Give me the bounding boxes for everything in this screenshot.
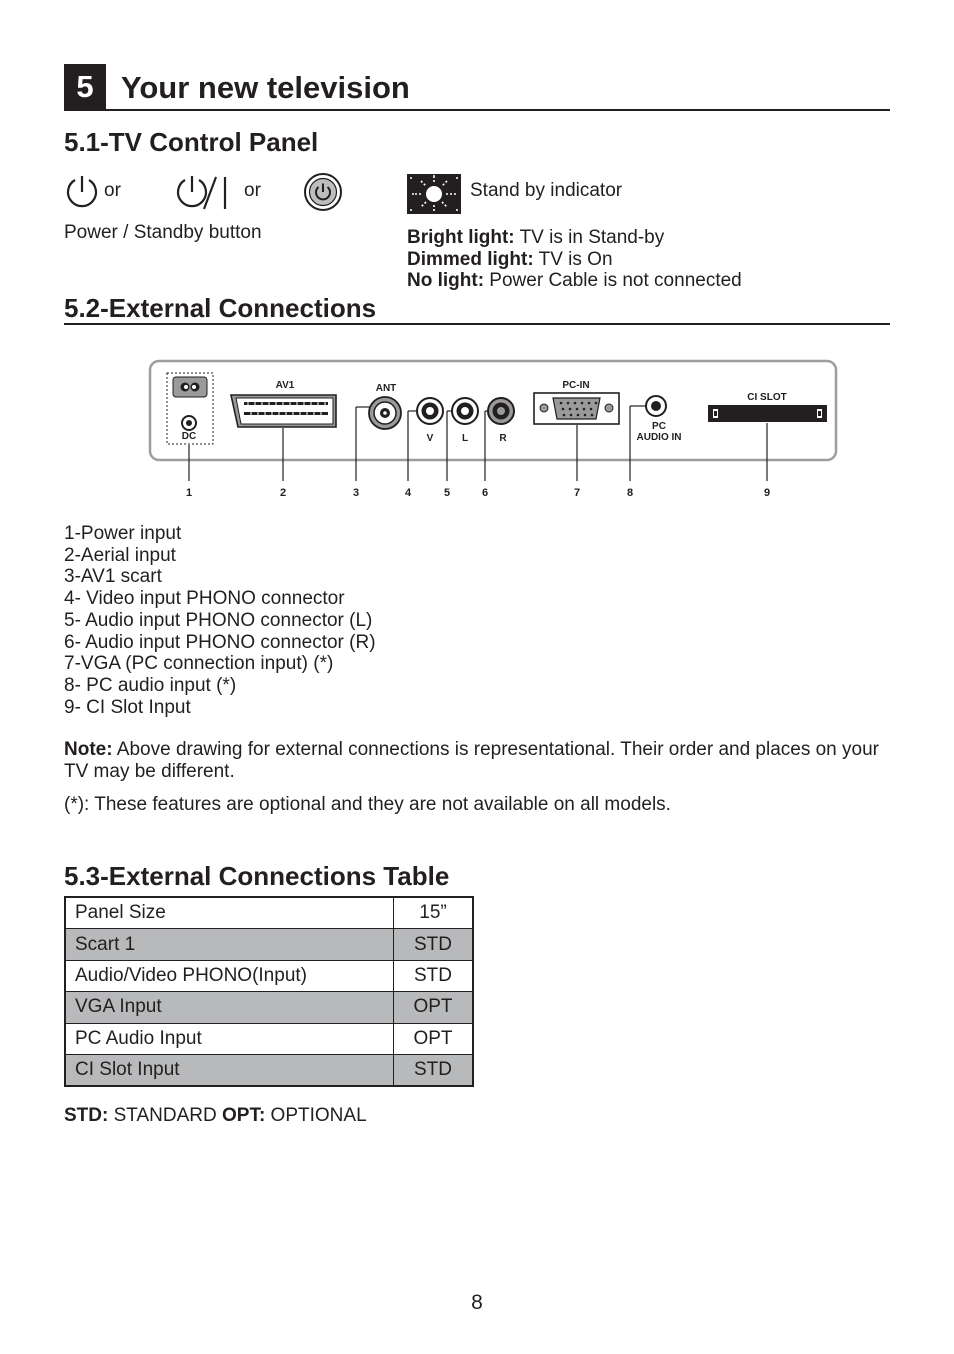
table-cell-name: Panel Size [65, 897, 394, 929]
table-cell-value: STD [394, 929, 474, 960]
connection-list [64, 523, 376, 718]
optional-note: (*): These features are optional and they are not available on all models. [64, 794, 671, 815]
state-text: TV is in Stand-by [514, 227, 665, 248]
legend-opt-text: OPTIONAL [265, 1105, 367, 1126]
video-phono-connector [417, 398, 443, 424]
chapter-title: Your new television [121, 70, 410, 105]
table-row [65, 929, 473, 960]
list-item: 6- Audio input PHONO connector (R) [64, 631, 376, 653]
chapter-rule [64, 109, 890, 111]
table-cell-value: STD [394, 960, 474, 991]
table-row [65, 1054, 473, 1086]
pc-audio-jack [646, 396, 666, 416]
connections-table [64, 896, 474, 1087]
connections-table-heading: 5.3-External Connections Table [64, 861, 450, 891]
pc-label: PC [652, 421, 666, 432]
section-rule [64, 323, 890, 325]
callout-number: 3 [352, 487, 360, 499]
table-legend [64, 1105, 367, 1127]
list-item: 3-AV1 scart [64, 566, 162, 588]
control-panel-heading: 5.1-TV Control Panel [64, 127, 319, 157]
standby-indicator-label: Stand by indicator [470, 180, 623, 201]
or-text: or [244, 180, 261, 201]
note-label: Note: [64, 739, 113, 760]
legend-std-text: STANDARD [108, 1105, 222, 1126]
connections-diagram [140, 355, 850, 505]
callout-number: 6 [481, 487, 489, 499]
pcin-label: PC-IN [562, 380, 590, 391]
state-text: Power Cable is not connected [484, 270, 742, 291]
table-cell-name: CI Slot Input [65, 1054, 394, 1086]
power-icon [64, 174, 100, 212]
list-item: 1-Power input [64, 523, 182, 544]
dc-label: DC [181, 431, 197, 442]
list-item: 7-VGA (PC connection input) (*) [64, 653, 334, 675]
table-cell-name: VGA Input [65, 992, 394, 1023]
v-label: V [426, 433, 434, 444]
l-label: L [461, 433, 469, 444]
table-row [65, 1023, 473, 1054]
legend-opt-label: OPT: [222, 1105, 266, 1126]
callout-number: 2 [279, 487, 287, 499]
ci-slot-label: CI SLOT [747, 392, 787, 403]
power-standby-icon [174, 173, 230, 213]
list-item: 8- PC audio input (*) [64, 674, 237, 696]
indicator-state [407, 227, 664, 249]
page-number: 8 [471, 1291, 483, 1314]
standby-light-icon [407, 174, 461, 214]
state-label: Dimmed light: [407, 249, 534, 270]
callout-number: 4 [404, 487, 412, 499]
table-cell-value: STD [394, 1054, 474, 1086]
indicator-state [407, 249, 613, 271]
callout-number: 9 [763, 487, 771, 499]
table-cell-value: 15” [394, 897, 474, 929]
table-row [65, 897, 473, 929]
av1-label: AV1 [275, 380, 295, 391]
table-cell-name: Audio/Video PHONO(Input) [65, 960, 394, 991]
table-cell-name: PC Audio Input [65, 1023, 394, 1054]
audio-l-phono-connector [452, 398, 478, 424]
list-item: 2-Aerial input [64, 544, 176, 566]
ant-label: ANT [375, 383, 397, 394]
ci-slot [708, 405, 827, 422]
table-row [65, 960, 473, 991]
state-text: TV is On [533, 249, 613, 270]
list-item: 4- Video input PHONO connector [64, 588, 345, 610]
callout-number: 5 [443, 487, 451, 499]
legend-std-label: STD: [64, 1105, 109, 1126]
table-cell-value: OPT [394, 1023, 474, 1054]
table-cell-value: OPT [394, 992, 474, 1023]
r-label: R [499, 433, 507, 444]
callout-number: 1 [185, 487, 193, 499]
state-label: Bright light: [407, 227, 515, 248]
external-connections-heading: 5.2-External Connections [64, 293, 377, 323]
audio-r-phono-connector [488, 398, 514, 424]
chapter-number: 5 [64, 64, 106, 110]
table-row [65, 992, 473, 1023]
list-item: 9- CI Slot Input [64, 696, 191, 718]
audio-in-label: AUDIO IN [636, 432, 682, 443]
list-item: 5- Audio input PHONO connector (L) [64, 609, 373, 631]
indicator-state [407, 270, 742, 292]
note-paragraph [64, 739, 890, 783]
state-label: No light: [407, 270, 485, 291]
power-caption: Power / Standby button [64, 222, 262, 243]
note-text: Above drawing for external connections is representational. Their order and places on your TV may be different. [64, 739, 879, 782]
or-text: or [104, 180, 121, 201]
mains-socket [173, 377, 207, 397]
callout-number: 8 [626, 487, 634, 499]
table-cell-name: Scart 1 [65, 929, 394, 960]
power-button-icon [303, 172, 343, 212]
callout-number: 7 [573, 487, 581, 499]
